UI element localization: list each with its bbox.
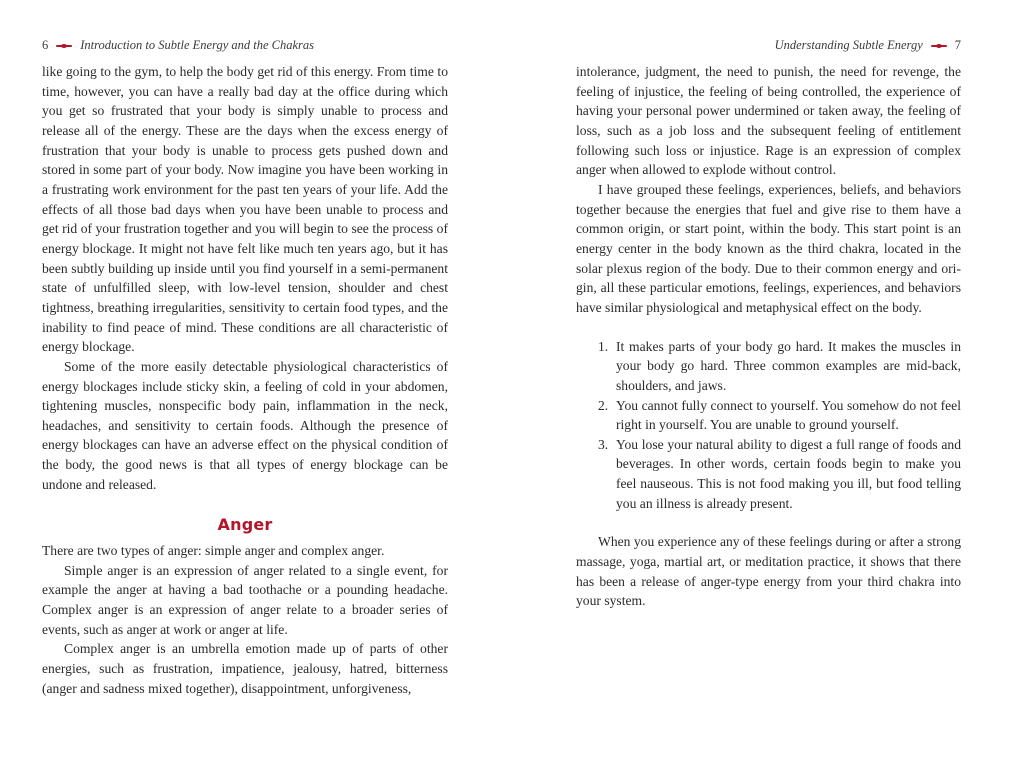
list-item-text: You lose your natural ability to digest a full range of foods and beverages. In other words, certain foods begin to make you feel nauseous. This is not food making you ill, but food telling you an illness is already present. bbox=[616, 436, 961, 511]
left-page-body bbox=[42, 62, 448, 698]
paragraph: Some of the more easily detectable physiological characteristics of energy blockages include sticky skin, a feeling of cold in your abdomen, tightening muscles, nonspecific body pain, inflammation in the neck, headaches, and sensitivity to certain foods. Although the presence of energy blockages can have an adverse effect on the physical condition of the body, the good news is that all types of energy blockage can be undone and released. bbox=[42, 358, 448, 492]
list-item bbox=[576, 435, 961, 514]
running-header-right bbox=[775, 38, 961, 53]
list-item-text: It makes parts of your body go hard. It makes the muscles in your body go hard. Three common examples are mid-back, shoulders, and jaws. bbox=[616, 338, 961, 393]
list-number: 2. bbox=[598, 397, 609, 413]
paragraph: Simple anger is an expression of anger related to a single event, for example the anger at having a bad toothache or a pounding headache. Complex anger is an expression of anger relate to a broader series of events, such as anger at work or anger at life. bbox=[42, 562, 448, 637]
numbered-list bbox=[576, 337, 961, 514]
paragraph: There are two types of anger: simple anger and complex anger. bbox=[42, 543, 385, 559]
paragraph: When you experience any of these feelings during or after a strong massage, yoga, martial art, or meditation practice, it shows that there has been a release of anger-type energy from your third chakra into your system. bbox=[576, 534, 961, 609]
list-item bbox=[576, 396, 961, 435]
list-number: 3. bbox=[598, 436, 609, 452]
paragraph: I have grouped these feelings, experiences, beliefs, and behaviors together because the energies that fuel and give rise to them have a common origin, or start point, within the body. This start point is an energy center in the body known as the third chakra, located in the solar plexus region of the body. Due to their common energy and origin, all these particular emotions, feelings, experiences, and behaviors have similar physiological and metaphysical effect on the body. bbox=[576, 181, 961, 315]
paragraph: like going to the gym, to help the body get rid of this energy. From time to time, however, you can have a really bad day at the office during which you get so frustrated that your body is simply unable to process and release all of the energy. These are the days when the excess energy of frustration that your body is unable to process gets pushed down and stored in some part of your body. Now imagine you have been working in a frustrating work environment for the past ten years of your life. Add the effects of all those bad days when you have been unable to process and get rid of your frustration together and you will begin to see the process of energy blockage. It might not have felt like much ten years ago, but it has been subtly building up inside until you find yourself in a semi-permanent state of unfulfilled sleep, with low-level tension, shoulder and chest tightness, breathing irregularities, sensitivity to certain food types, and the inability to find peace of mind. These conditions are all characteristic of energy blockage. bbox=[42, 64, 448, 355]
spacer bbox=[576, 513, 961, 532]
right-page-body bbox=[576, 62, 961, 611]
list-number: 1. bbox=[598, 338, 609, 354]
paragraph: Complex anger is an umbrella emotion made up of parts of other energies, such as frustration, impatience, jealousy, hatred, bitterness (anger and sadness mixed together), disappointment, unforgiveness, bbox=[42, 641, 448, 696]
list-item bbox=[576, 337, 961, 396]
section-heading: Anger bbox=[217, 515, 273, 535]
spacer bbox=[576, 318, 961, 337]
dash-ornament-icon bbox=[931, 45, 947, 47]
running-title: Introduction to Subtle Energy and the Chakras bbox=[80, 38, 315, 52]
list-item-text: You cannot fully connect to yourself. You somehow do not feel right in yourself. You are unable to ground yourself. bbox=[616, 397, 961, 433]
dash-ornament-icon bbox=[56, 45, 72, 47]
running-title: Understanding Subtle Energy bbox=[774, 38, 923, 52]
running-header-left bbox=[42, 38, 314, 53]
page-number: 6 bbox=[42, 38, 49, 52]
page-number: 7 bbox=[954, 38, 961, 52]
paragraph: intolerance, judgment, the need to punish, the need for revenge, the feeling of injustice, the feeling of being controlled, the experience of having your personal power undermined or taken away, the feeling of loss, such as a job loss and the subsequent feeling of entitlement following such loss or injustice. Rage is an expression of complex anger when allowed to explode without control. bbox=[576, 64, 961, 178]
